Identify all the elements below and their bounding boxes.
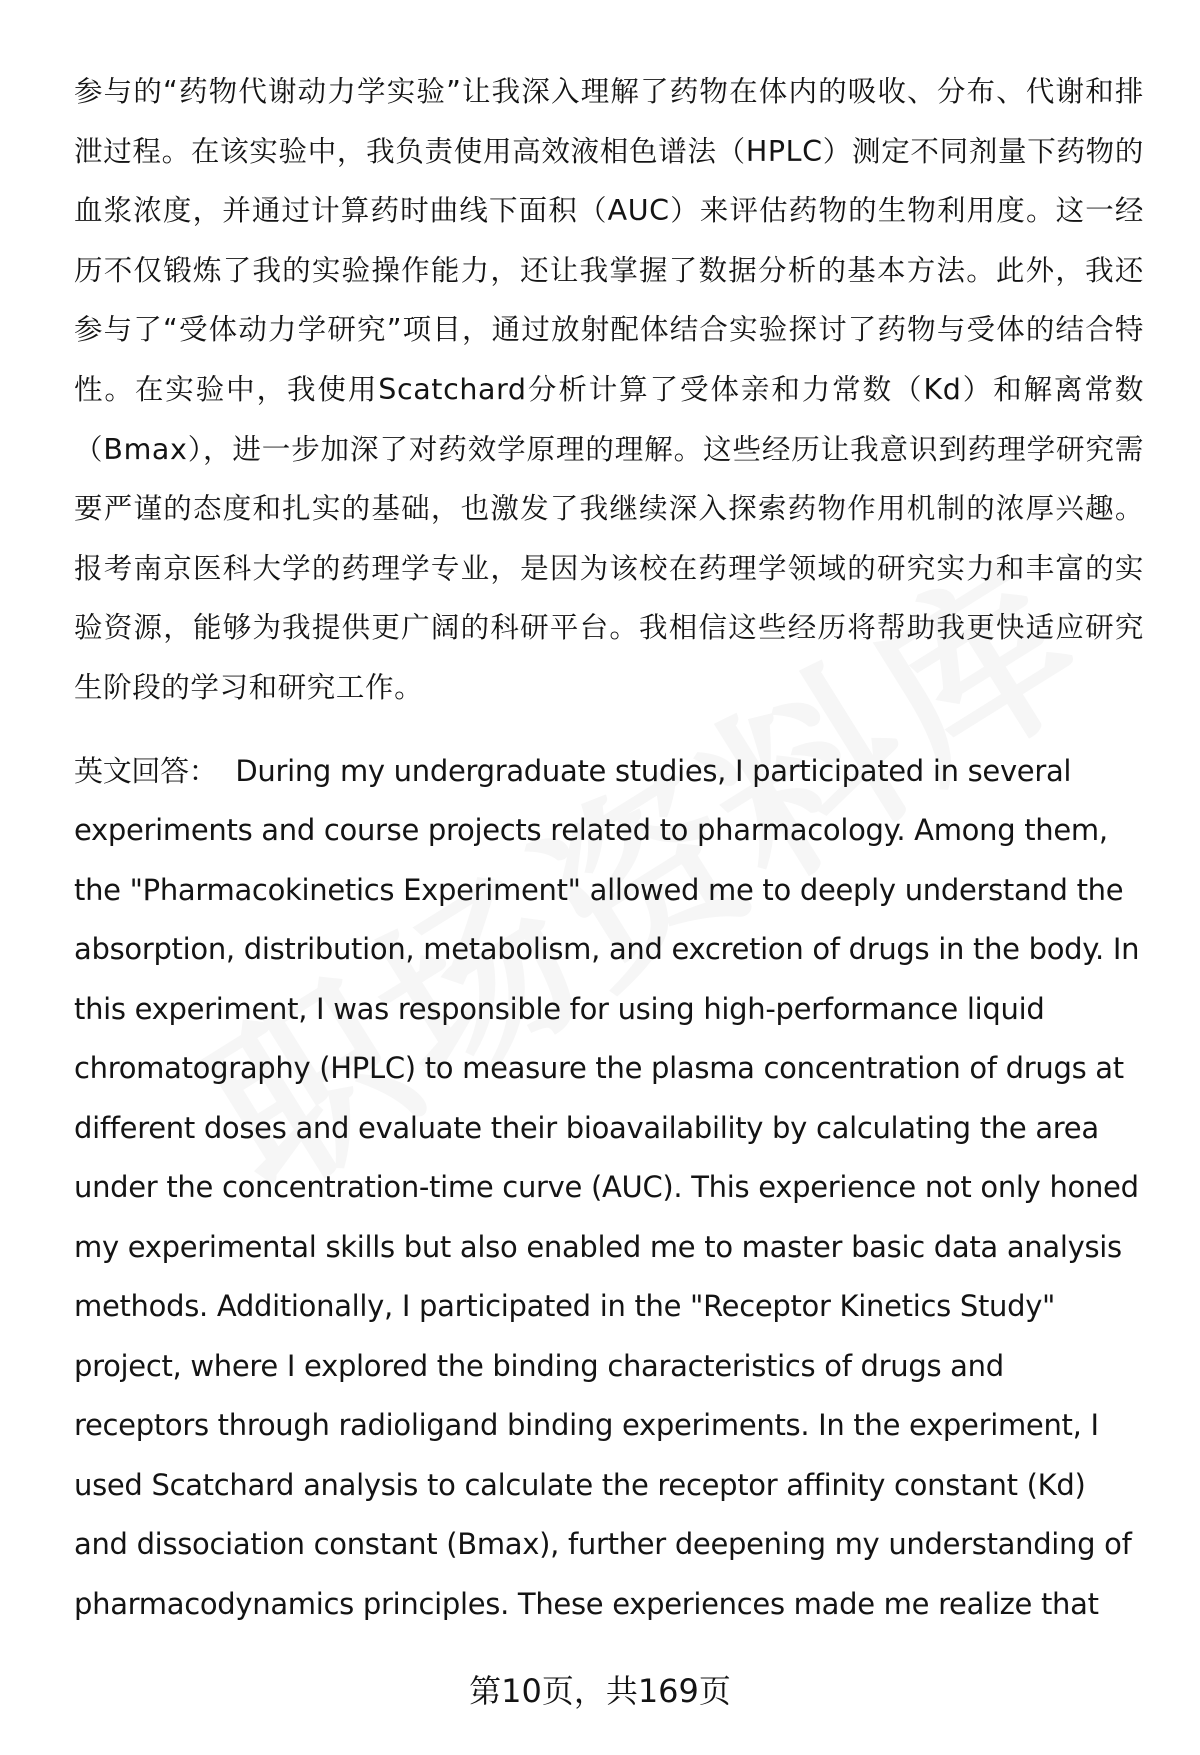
page-content (74, 62, 1144, 1634)
chinese-answer-paragraph: 参与的“药物代谢动力学实验”让我深入理解了药物在体内的吸收、分布、代谢和排泄过程。在该实验中，我负责使用高效液相色谱法（HPLC）测定不同剂量下药物的血浆浓度，并通过计算药时曲线下面积（AUC）来评估药物的生物利用度。这一经历不仅锻炼了我的实验操作能力，还让我掌握了数据分析的基本方法。此外，我还参与了“受体动力学研究”项目，通过放射配体结合实验探讨了药物与受体的结合特性。在实验中，我使用Scatchard分析计算了受体亲和力常数（Kd）和解离常数（Bmax），进一步加深了对药效学原理的理解。这些经历让我意识到药理学研究需要严谨的态度和扎实的基础，也激发了我继续深入探索药物作用机制的浓厚兴趣。报考南京医科大学的药理学专业，是因为该校在药理学领域的研究实力和丰富的实验资源，能够为我提供更广阔的科研平台。我相信这些经历将帮助我更快适应研究生阶段的学习和研究工作。 (74, 75, 1144, 704)
english-answer-text: During my undergraduate studies, I participated in several experiments and course projects related to pharmacology. Among them, the "Pharmacokinetics Experiment" allowed me to deeply understand the absorption, distribution, metabolism, and excretion of drugs in the body. In this experiment, I was responsible for using high-performance liquid chromatography (HPLC) to measure the plasma concentration of drugs at different doses and evaluate their bioavailability by calculating the area under the concentration-time curve (AUC). This experience not only honed my experimental skills but also enabled me to master basic data analysis methods. Additionally, I participated in the "Receptor Kinetics Study" project, where I explored the binding characteristics of drugs and receptors through radioligand binding experiments. In the experiment, I used Scatchard analysis to calculate the receptor affinity constant (Kd) and dissociation constant (Bmax), further deepening my understanding of pharmacodynamics principles. These experiences made me realize that (74, 753, 1140, 1621)
english-answer-paragraph (74, 742, 1144, 1635)
english-answer-label: 英文回答： (74, 753, 218, 788)
page-number-footer: 第10页，共169页 (469, 1672, 731, 1710)
